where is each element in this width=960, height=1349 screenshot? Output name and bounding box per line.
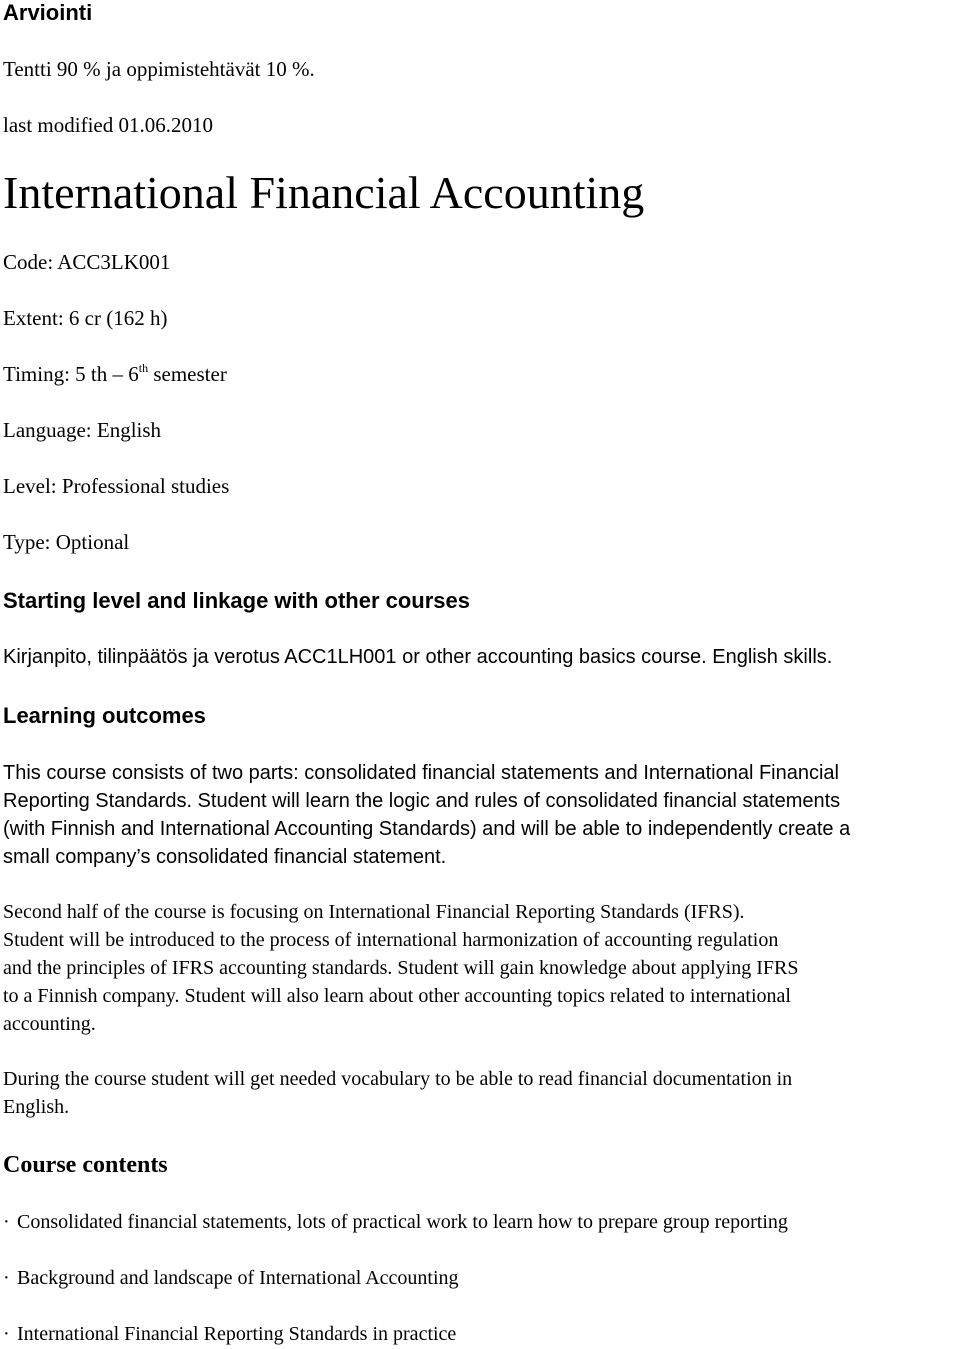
outcomes-p1-line: small company’s consolidated financial statement. xyxy=(3,846,447,868)
bullet-icon: · xyxy=(3,1211,10,1233)
outcomes-p2-line: and the principles of IFRS accounting standards. Student will gain knowledge about applying IFRS xyxy=(3,957,799,979)
outcomes-p1-line: This course consists of two parts: consolidated financial statements and International Financial xyxy=(3,762,839,784)
last-modified-text: last modified 01.06.2010 xyxy=(3,113,213,137)
outcomes-p2-line: Second half of the course is focusing on International Financial Reporting Standards (IFRS). xyxy=(3,901,745,923)
course-timing xyxy=(3,361,227,386)
bullet-icon: · xyxy=(3,1267,10,1289)
course-type: Type: Optional xyxy=(3,530,130,554)
outcomes-p2-line: Student will be introduced to the process of international harmonization of accounting regulation xyxy=(3,929,779,951)
course-title: International Financial Accounting xyxy=(3,167,645,218)
list-item-text: International Financial Reporting Standards in practice xyxy=(17,1323,457,1345)
starting-level-text: Kirjanpito, tilinpäätös ja verotus ACC1LH001 or other accounting basics course. English skills. xyxy=(3,646,833,668)
course-contents-heading: Course contents xyxy=(3,1152,168,1178)
starting-level-heading: Starting level and linkage with other courses xyxy=(3,588,471,613)
course-extent: Extent: 6 cr (162 h) xyxy=(3,306,168,330)
course-level: Level: Professional studies xyxy=(3,474,230,498)
outcomes-p1-line: Reporting Standards. Student will learn the logic and rules of consolidated financial statements xyxy=(3,790,841,812)
outcomes-p2-line: accounting. xyxy=(3,1013,96,1035)
assessment-heading: Arviointi xyxy=(3,0,93,25)
bullet-icon: · xyxy=(3,1323,10,1345)
outcomes-p2-line: to a Finnish company. Student will also learn about other accounting topics related to international xyxy=(3,985,791,1007)
timing-suffix: semester xyxy=(148,362,227,386)
outcomes-p1-line: (with Finnish and International Accounting Standards) and will be able to independently create a xyxy=(3,818,851,840)
assessment-text: Tentti 90 % ja oppimistehtävät 10 %. xyxy=(3,57,315,81)
course-code: Code: ACC3LK001 xyxy=(3,250,171,274)
outcomes-p3-line: During the course student will get needed vocabulary to be able to read financial documentation in xyxy=(3,1068,793,1090)
timing-superscript: th xyxy=(138,361,149,375)
list-item-text: Background and landscape of International Accounting xyxy=(17,1267,459,1289)
list-item-text: Consolidated financial statements, lots of practical work to learn how to prepare group reporting xyxy=(17,1211,788,1233)
learning-outcomes-heading: Learning outcomes xyxy=(3,703,206,728)
outcomes-p3-line: English. xyxy=(3,1096,70,1118)
course-language: Language: English xyxy=(3,418,162,442)
timing-prefix: Timing: 5 th – 6 xyxy=(3,362,139,386)
